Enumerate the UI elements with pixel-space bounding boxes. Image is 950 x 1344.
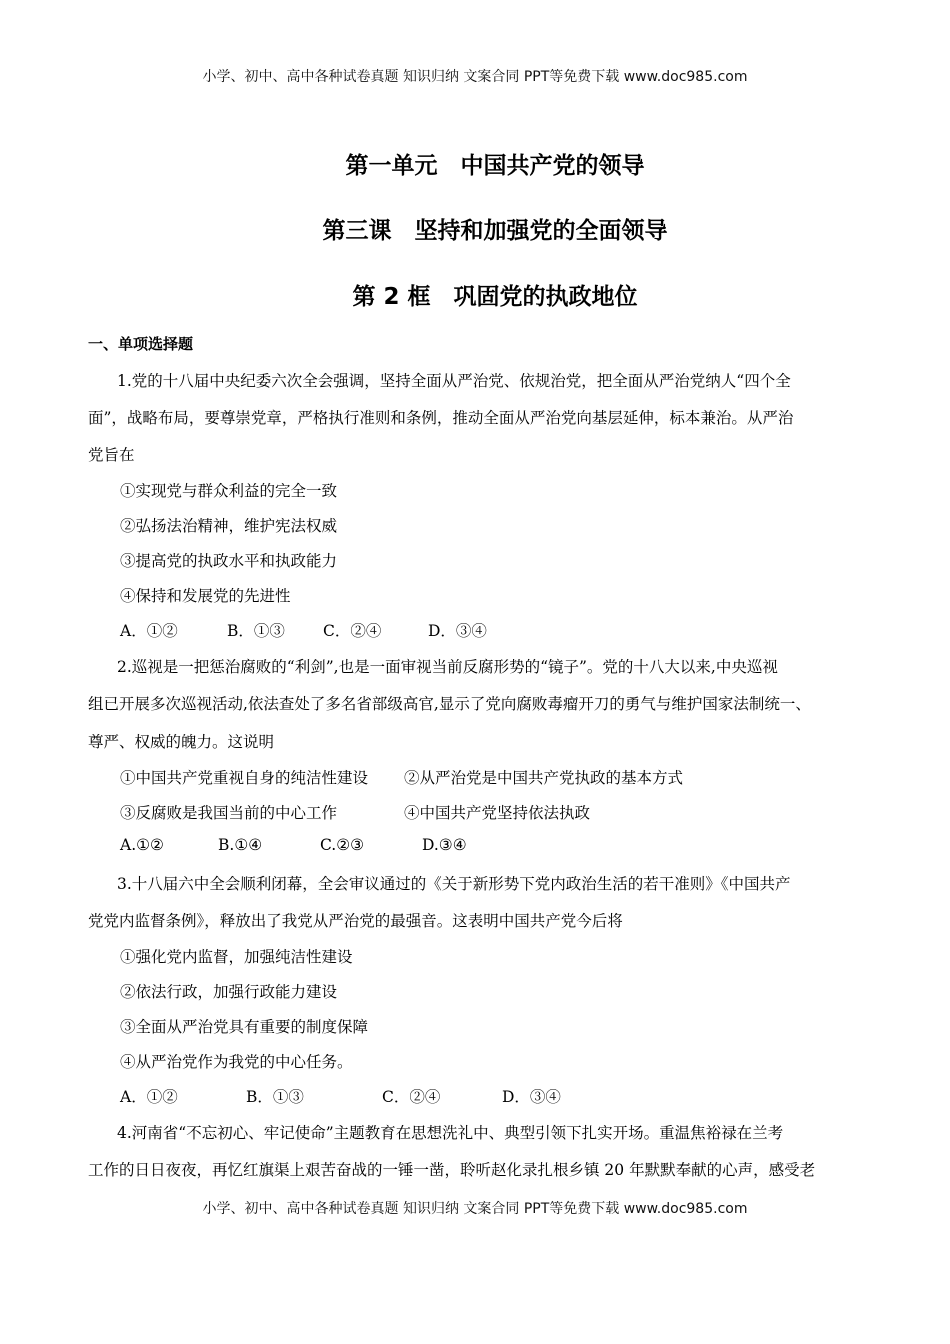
q1-stem-line3: 党旨在 — [88, 446, 135, 464]
q3-stem-line2: 党党内监督条例》，释放出了我党从严治党的最强音。这表明中国共产党今后将 — [88, 912, 623, 930]
q2-option-d: D.③④ — [422, 836, 467, 854]
page-footer: 小学、初中、高中各种试卷真题 知识归纳 文案合同 PPT等免费下载 www.doc985.com — [202, 1201, 748, 1217]
q1-item-1: ①实现党与群众利益的完全一致 — [120, 482, 338, 500]
q4-stem-line2: 工作的日日夜夜，再忆红旗渠上艰苦奋战的一锤一凿，聆听赵化录扎根乡镇 20 年默默奉献的心声，感受老 — [88, 1161, 816, 1179]
q4-stem-line1: 4.河南省“不忘初心、牢记使命”主题教育在思想洗礼中、典型引领下扎实开场。重温焦裕禄在兰考 — [117, 1124, 784, 1142]
frame-title: 第 2 框 巩固党的执政地位 — [352, 284, 638, 310]
q2-stem-line2: 组已开展多次巡视活动,依法查处了多名省部级高官,显示了党向腐败毒瘤开刀的勇气与维护国家法制统一、 — [88, 695, 811, 713]
q1-options — [120, 619, 487, 641]
q2-stem-line1: 2.巡视是一把惩治腐败的“利剑”,也是一面审视当前反腐形势的“镜子”。党的十八大以来,中央巡视 — [117, 658, 778, 676]
q1-item-4: ④保持和发展党的先进性 — [120, 587, 291, 605]
q3-item-4: ④从严治党作为我党的中心任务。 — [120, 1053, 353, 1071]
page-header: 小学、初中、高中各种试卷真题 知识归纳 文案合同 PPT等免费下载 www.doc985.com — [202, 69, 748, 85]
q3-item-1: ①强化党内监督，加强纯洁性建设 — [120, 948, 353, 966]
q3-item-3: ③全面从严治党具有重要的制度保障 — [120, 1018, 369, 1036]
q3-stem-line1: 3.十八届六中全会顺利闭幕，全会审议通过的《关于新形势下党内政治生活的若干准则》《中国共产 — [117, 875, 791, 893]
q3-option-b: B．①③ — [246, 1088, 304, 1106]
q2-item-1: ①中国共产党重视自身的纯洁性建设 — [120, 769, 369, 787]
q3-option-d: D．③④ — [502, 1088, 561, 1106]
lesson-title: 第三课 坚持和加强党的全面领导 — [322, 218, 668, 244]
q3-options — [120, 1085, 561, 1107]
q1-option-a: A．①② — [120, 622, 178, 640]
q2-stem-line3: 尊严、权威的魄力。这说明 — [88, 733, 275, 751]
q2-item-2: ②从严治党是中国共产党执政的基本方式 — [404, 769, 684, 787]
q2-item-4: ④中国共产党坚持依法执政 — [404, 804, 591, 822]
q1-stem-line2: 面”，战略布局，要尊崇党章，严格执行准则和条例，推动全面从严治党向基层延伸，标本兼治。从严治 — [88, 409, 794, 427]
q1-stem-line1: 1.党的十八届中央纪委六次全会强调，坚持全面从严治党、依规治党，把全面从严治党纳人“四个全 — [117, 372, 791, 390]
q3-item-2: ②依法行政，加强行政能力建设 — [120, 983, 338, 1001]
section-heading: 一、单项选择题 — [88, 335, 194, 353]
q2-option-c: C.②③ — [320, 836, 365, 854]
q2-option-b: B.①④ — [218, 836, 263, 854]
q2-item-3: ③反腐败是我国当前的中心工作 — [120, 804, 338, 822]
q1-option-b: B．①③ — [227, 622, 285, 640]
q1-option-c: C．②④ — [323, 622, 382, 640]
q3-option-a: A．①② — [120, 1088, 178, 1106]
q1-item-2: ②弘扬法治精神，维护宪法权威 — [120, 517, 338, 535]
unit-title: 第一单元 中国共产党的领导 — [345, 153, 645, 179]
q1-item-3: ③提高党的执政水平和执政能力 — [120, 552, 338, 570]
q2-options — [120, 836, 467, 854]
q1-option-d: D．③④ — [428, 622, 487, 640]
q3-option-c: C．②④ — [382, 1088, 441, 1106]
q2-option-a: A.①② — [120, 836, 164, 854]
